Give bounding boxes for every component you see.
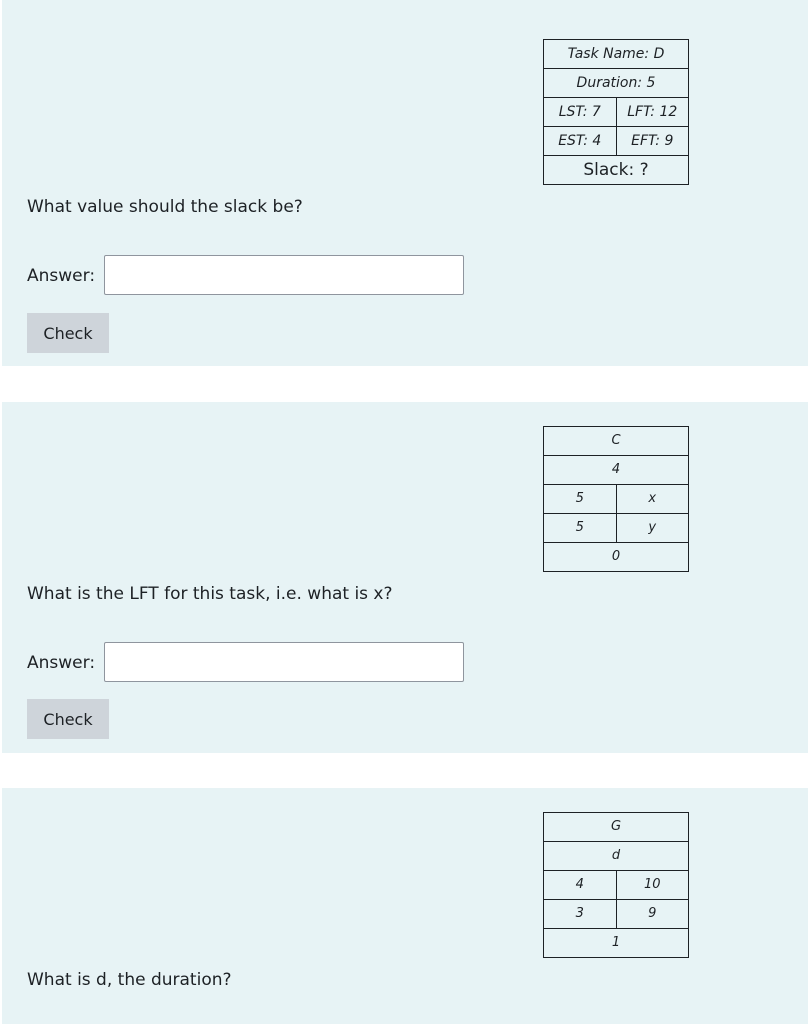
- answer-label: Answer:: [27, 266, 96, 286]
- task-name-cell: C: [544, 427, 689, 456]
- question-2: [2, 402, 808, 753]
- duration-cell: d: [544, 842, 689, 871]
- task-node-g: [543, 812, 689, 958]
- task-node-d: [543, 39, 689, 185]
- eft-cell: y: [616, 514, 689, 543]
- answer-input[interactable]: [104, 642, 464, 682]
- question-text: What is d, the duration?: [27, 970, 232, 990]
- check-button[interactable]: Check: [27, 699, 109, 739]
- eft-cell: EFT: 9: [616, 127, 689, 156]
- slack-cell: 0: [544, 543, 689, 572]
- duration-cell: Duration: 5: [544, 69, 689, 98]
- task-node-c: [543, 426, 689, 572]
- slack-cell: Slack: ?: [544, 156, 689, 185]
- check-button[interactable]: Check: [27, 313, 109, 353]
- task-name-cell: Task Name: D: [544, 40, 689, 69]
- answer-label: Answer:: [27, 653, 96, 673]
- question-3: [2, 788, 808, 1024]
- question-text: What value should the slack be?: [27, 197, 303, 217]
- est-cell: 3: [544, 900, 617, 929]
- lft-cell: LFT: 12: [616, 98, 689, 127]
- lst-cell: LST: 7: [544, 98, 617, 127]
- eft-cell: 9: [616, 900, 689, 929]
- slack-cell: 1: [544, 929, 689, 958]
- duration-cell: 4: [544, 456, 689, 485]
- question-1: [2, 0, 808, 366]
- question-text: What is the LFT for this task, i.e. what is x?: [27, 584, 393, 604]
- answer-input[interactable]: [104, 255, 464, 295]
- lst-cell: 4: [544, 871, 617, 900]
- lft-cell: x: [616, 485, 689, 514]
- lst-cell: 5: [544, 485, 617, 514]
- est-cell: EST: 4: [544, 127, 617, 156]
- est-cell: 5: [544, 514, 617, 543]
- task-name-cell: G: [544, 813, 689, 842]
- lft-cell: 10: [616, 871, 689, 900]
